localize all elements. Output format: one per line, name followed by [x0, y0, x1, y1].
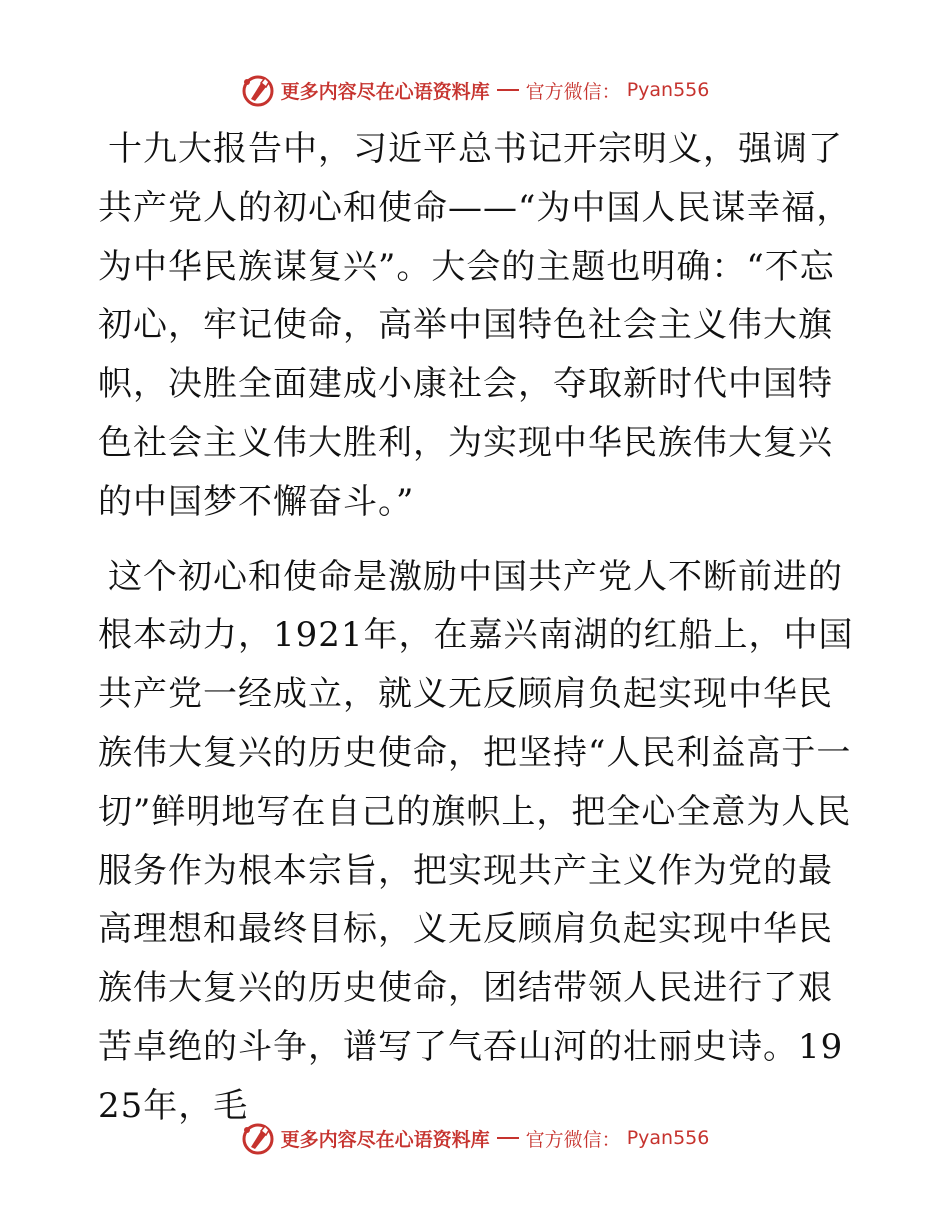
banner-wechat-id: Pyan556 — [626, 1127, 710, 1149]
banner-wechat-id: Pyan556 — [626, 79, 710, 101]
paragraph-1: 十九大报告中，习近平总书记开宗明义，强调了共产党人的初心和使命——“为中国人民谋幸福，为中华民族谋复兴”。大会的主题也明确：“不忘初心，牢记使命，高举中国特色社会主义伟大旗帜，决胜全面建成小康社会，夺取新时代中国特色社会主义伟大胜利，为实现中华民族伟大复兴的中国梦不懈奋斗。” — [98, 129, 852, 522]
banner-wechat-label: 官方微信： — [525, 1128, 621, 1151]
banner-separator — [497, 89, 519, 91]
header-banner — [0, 70, 950, 110]
banner-brand-text: 更多内容尽在心语资料库 — [280, 1128, 490, 1151]
paragraph-2: 这个初心和使命是激励中国共产党人不断前进的根本动力，1921年，在嘉兴南湖的红船上，中国共产党一经成立，就义无反顾肩负起实现中华民族伟大复兴的历史使命，把坚持“人民利益高于一切”鲜明地写在自己的旗帜上，把全心全意为人民服务作为根本宗旨，把实现共产主义作为党的最高理想和最终目标，义无反顾肩负起实现中华民族伟大复兴的历史使命，团结带领人民进行了艰苦卓绝的斗争，谱写了气吞山河的壮丽史诗。1925年，毛 — [98, 556, 854, 1126]
banner-wechat-label: 官方微信： — [525, 80, 621, 103]
fountain-pen-logo-icon — [241, 1121, 275, 1155]
banner-separator — [497, 1137, 519, 1139]
footer-banner — [0, 1118, 950, 1158]
fountain-pen-logo-icon — [241, 73, 275, 107]
document-body — [98, 120, 858, 1136]
banner-brand-text: 更多内容尽在心语资料库 — [280, 80, 490, 103]
